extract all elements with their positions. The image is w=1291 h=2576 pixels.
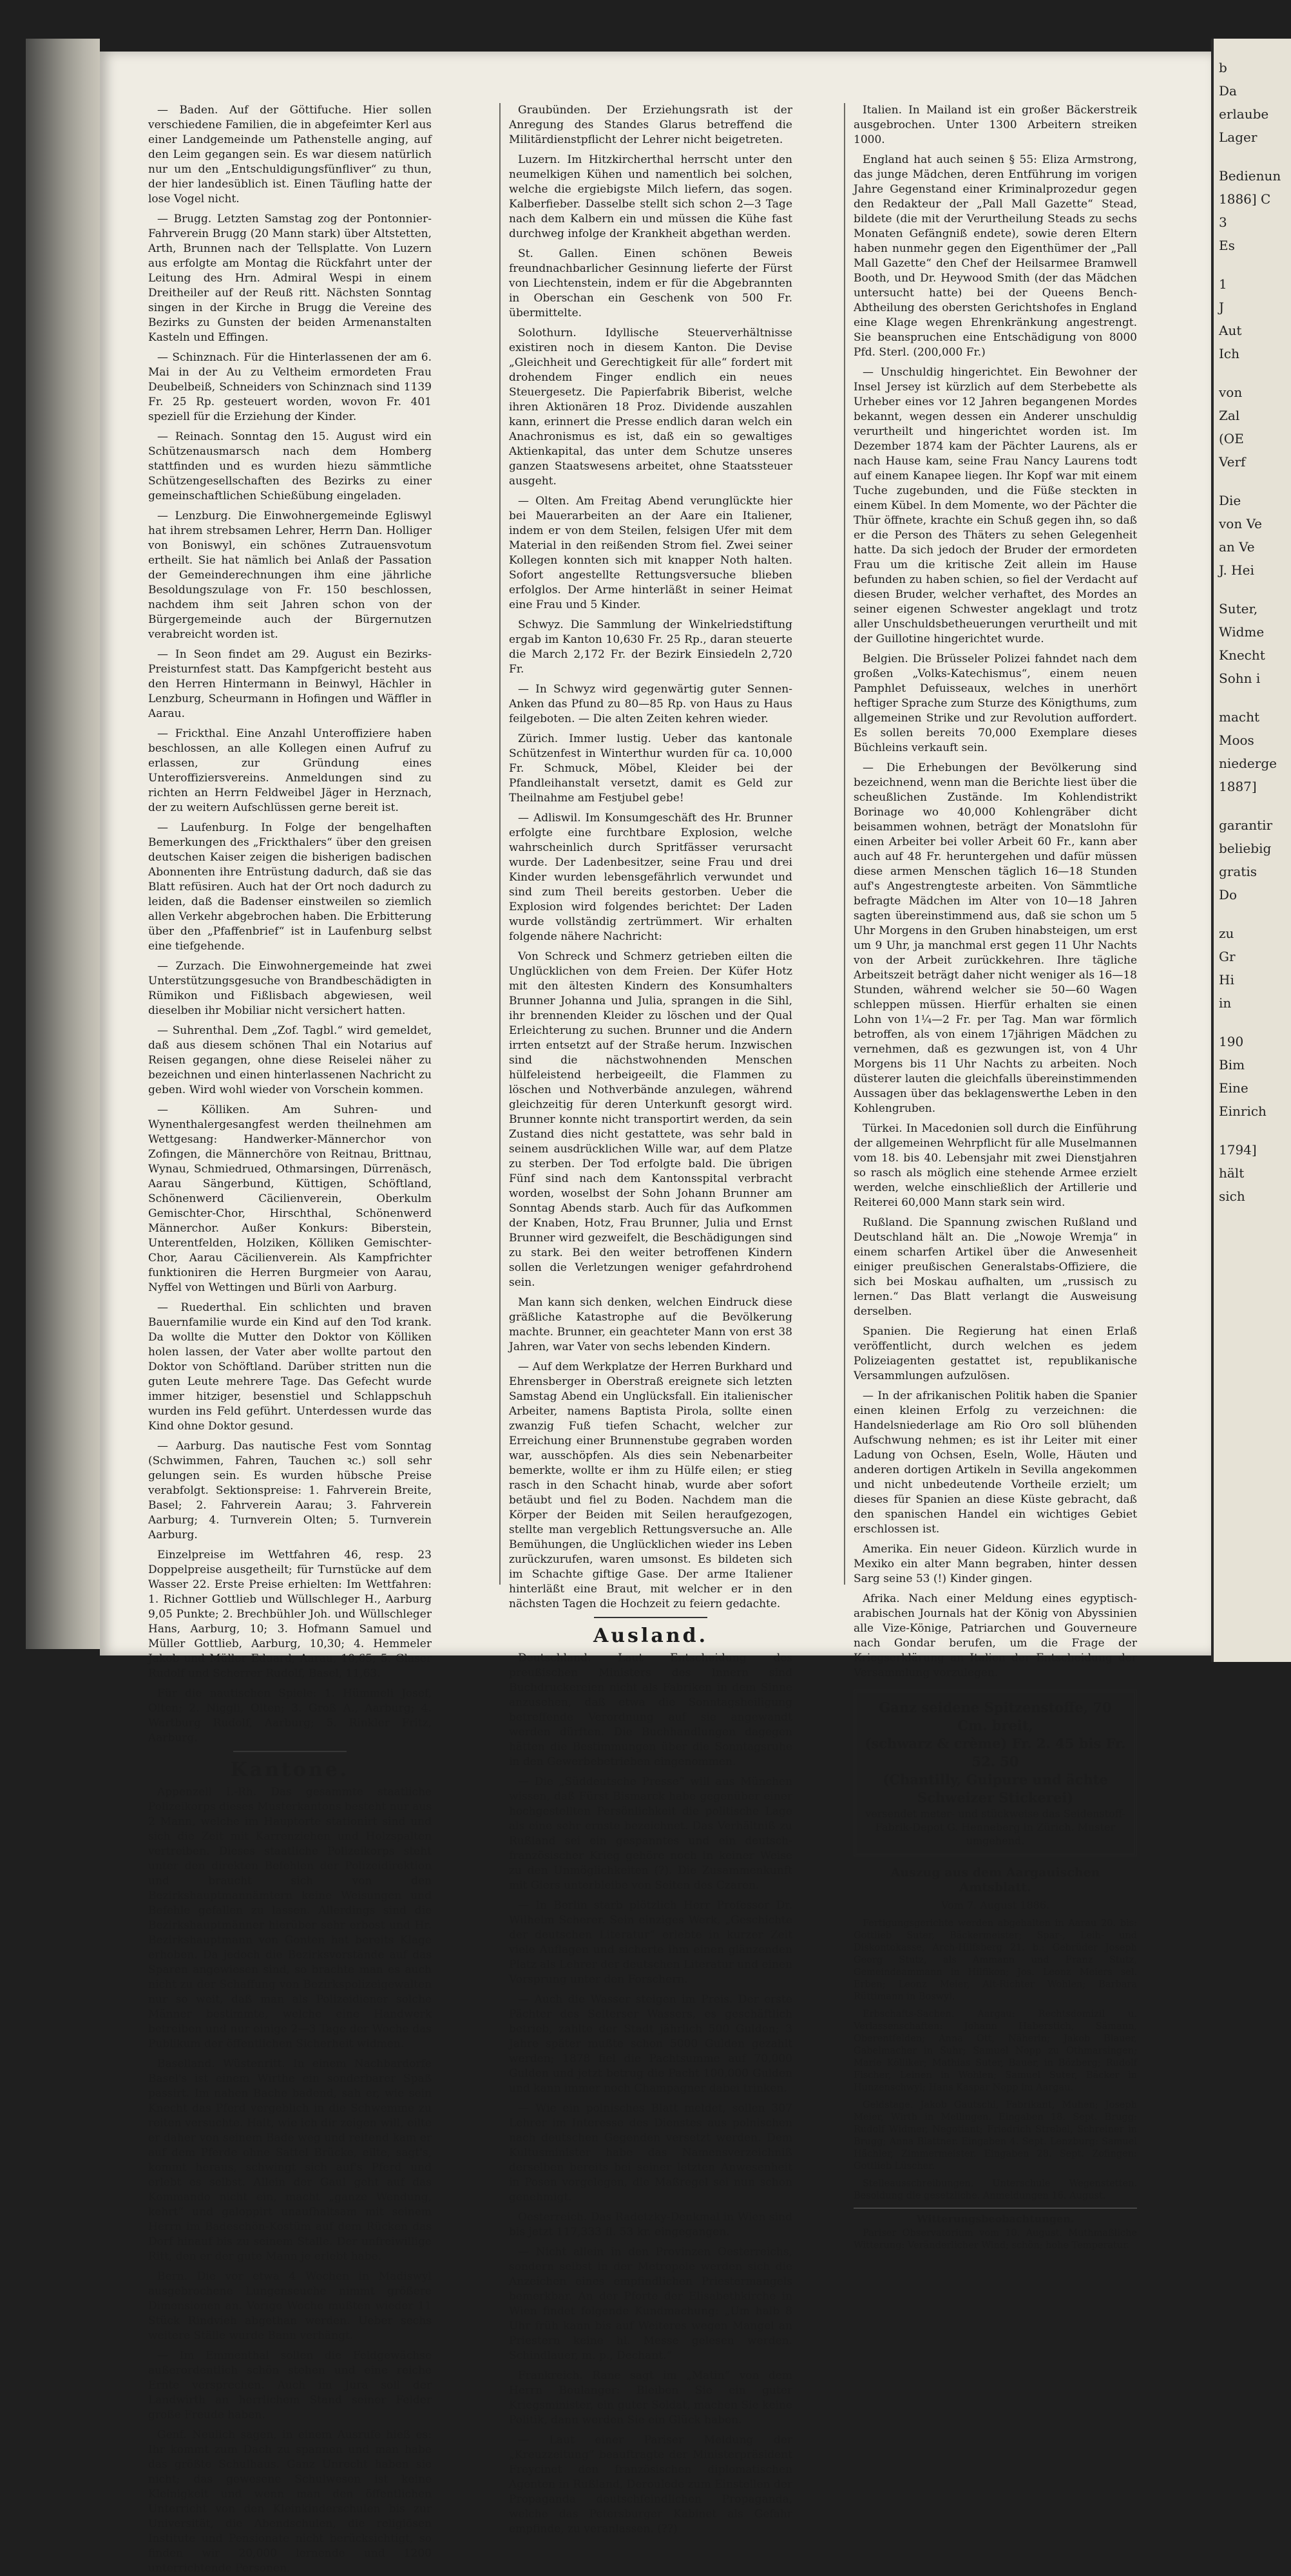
news-item-olten: — Olten. Am Freitag Abend verunglückte hier bei Mauerarbeiten an der Aare ein Italiener, indem er von dem Steilen, felsigen Ufer mit dem Material in den reißenden Strom fiel. Zwei seiner Kollegen konnten sich mit knapper Noth halten. Sofort angestellte Rettungsversuche blieben erfolglos. Der Arme hinterläßt in seiner Heimat eine Frau und 5 Kinder. <box>509 495 792 611</box>
column-2 <box>509 103 792 2535</box>
news-item-schwyz: Schwyz. Die Sammlung der Winkelriedstiftung ergab im Kanton 10,630 Fr. 25 Rp., daran steuerte die March 2,172 Fr. der Bezirk Einsiedeln 2,720 Fr. <box>509 618 792 676</box>
news-item-aarburg: — Aarburg. Das nautische Fest vom Sonntag (Schwimmen, Fahren, Tauchen ꝛc.) soll sehr gelungen sein. Es wurden hübsche Preise verabfolgt. Sektionspreise: 1. Fahrverein Breite, Basel; 2. Fahrverein Aarau; 3. Fahrverein Aarburg; 4. Turnverein Olten; 5. Turnverein Aarburg. <box>148 1440 432 1541</box>
news-item-polnische-lehrer: — Wie ein polnisches Blatt meldet, sollen 307 Lehrer im Interesse des Dienstes aus polnischen nach deutschen Gegenden versetzt werden. Dem Kultusminister habe das Namensverzeichniß derselben bereits bei seiner letzten Anwesenheit in Posen vorgelegen, die Maßregel sei nun schon genehmigt. <box>509 2102 792 2204</box>
news-item-wasser-preis: — Auch die Wasser steigen im Preis. Der erste Pächter des Selterser Wassers, es geschäftlich betrieb, zahlte der Stadt jährlich 500 Gulden; 3 Jahre später mußte schon 5000 Gulden gezahlt werden; 1878 fiel die Pachtsumme auf 70,000 Gulden und jetzt betrug die Pacht 100,000 Gulden und kann immer noch Champagner dabei trinken. <box>509 1993 792 2095</box>
column-rule <box>844 103 845 1585</box>
news-item-appenzell: Appenzell I.-Rh. Das gesammte staatliche Polizeikorps dieses Musterkantons besteht nur aus 2 Mann, welche im Hauptorte stationirt sind und sich die Zeit mit Karrenziehen und Holzspalten vertreiben. Dieses staatliche Polizeikorps steht unter den direkten Befehlen der Polizeidirektion und braucht sich von den Bezirkshauptmannämtern keine Weisungen und Befehle gefallen zu lassen. Allerdings sind die Bezirkshauptmänner hierüber sehr erbost und Hr. Bezirkshauptmann von Gonten hat bereits Klage erhoben. Da jedoch die Bezirksvorstände auf das Sparen angewiesen sind, so brachte man es auch nicht zu der Schaffung von Bezirkspolizeigewalten nur so weit, daß man als Polizeidiener solche Männer bestimmte, welche eine Handwerk betreiben und nur einige 2—3 Tage der Woche das Publikum der öffentlichen Sicherheit widmen. <box>148 1786 432 2050</box>
news-item-afrika: Afrika. Nach einer Meldung eines egyptisch-arabischen Journals hat der König von Abyssinien alle Vize-Könige, Patriarchen und Gouverneure nach Gondar berufen, um die Frage der Kriegserklärung an Italien der Entscheidung der Versammlung vorzulegen. <box>854 1592 1137 1679</box>
weather-heading: Witterungsbeobachtungen. <box>854 2208 1137 2226</box>
adjacent-page-fragment: Do <box>1219 887 1238 902</box>
ad-line-2: (schwarz & crème) Fr. 2. 45 bis Fr. 52. 50 <box>865 1735 1126 1770</box>
news-item-schwyz-anken: — In Schwyz wird gegenwärtig guter Sennen-Anken das Pfund zu 80—85 Rp. von Haus zu Haus feilgeboten. — Die alten Zeiten kehren wieder. <box>509 683 792 725</box>
adjacent-page-fragment: Zal <box>1219 408 1240 423</box>
news-item-berlin: — In Berlin starb plötzlich Herr Professor Dr. Wilhelm Scherer. Sein einziges Werk, „Geschichte der deutschen Literatur“ erlebte in kurzer Zeit viele Auflagen und sicherte ihm einen glänzenden Platz als Lehrer der deutschen Literatur und einen Vorsprung unter den Forschern. <box>509 1899 792 1986</box>
news-item-oberstrass: — Auf dem Werkplatze der Herren Burkhard und Ehrensberger in Oberstraß ereignete sich letzten Samstag Abend ein Unglücksfall. Ein italienischer Arbeiter, namens Baptista Pirola, sollte einen zwanzig Fuß tiefen Schacht, welcher zur Erreichung einer Brunnenstube gegraben worden war, ausschöpfen. Als dies sein Nebenarbeiter bemerkte, wollte er ihm zu Hülfe eilen; er stieg rasch in den Schacht hinab, wurde aber sofort betäubt und fiel zu Boden. Nachdem man die Körper der Beiden mit Seilen heraufgezogen, stellte man vergeblich Rettungsversuche an. Alle Bemühungen, die Unglücklichen wieder ins Leben zurückzurufen, waren umsonst. Es bildeten sich im Schachte giftige Gase. Der arme Italiener hinterläßt eine Braut, mit welcher er in den nächsten Tagen die Hochzeit zu feiern gedachte. <box>509 1360 792 1610</box>
news-item-russland: Rußland. Die Spannung zwischen Rußland und Deutschland hält an. Die „Nowoje Wremja“ in einem scharfen Artikel über die Anwesenheit einiger preußischen Generalstabs-Offiziere, die sich bei Moskau aufhalten, um „russisch zu lernen.“ Das Blatt verlangt die Ausweisung derselben. <box>854 1216 1137 1318</box>
news-item-emmenthal: — Im Emmenthal sollen die Feldgewächse außerordentlich schön stehen und eine reiche Ernte versprechen. Auch im Jura soll der Landwirth an herrlichem Stand seiner Felder große Freude haben. <box>148 2349 432 2421</box>
news-item-lenzburg: — Lenzburg. Die Einwohnergemeinde Egliswyl hat ihrem strebsamen Lehrer, Herrn Dan. Holliger von Boniswyl, ein schönes Zutrauensvotum ertheilt. Sie hat nämlich bei Anlaß der Passation der Gemeinderechnungen ihm eine jährliche Besoldungszulage von Fr. 150 beschlossen, nachdem ihm seit Jahren schon von der Bürgergemeinde auch der Bürgernutzen verabreicht worden ist. <box>148 510 432 641</box>
news-item-schinznach: — Schinznach. Für die Hinterlassenen der am 6. Mai in der Au zu Veltheim ermordeten Frau Deubelbeiß, Schneiders von Schinznach sind 1139 Fr. 25 Rp. gesteuert worden, wovon Fr. 401 speziell für die Erziehung der Kinder. <box>148 351 432 423</box>
amtsblatt-fertigungsgerichte: Fertigungsgerichte werden abgehalten in Aarau 20. bis: Gottlieb Suter, Bäckermeister; Spar-, Leih- und Diskontokasse, Arch-Hilfsberg 21. b.: Gebrüder Joseph Georg Stutz, als Ammann und Franz Stutz, Gemeindeammann in Hilfikon; Jos. Leonz Meiers sel. Erben; Leonz Meier, Alt-Richter Wohlen; Barbara Rüttimann in Boswyl. <box>854 1918 1137 2002</box>
amtsblatt-erbschaft: Erbschafts-Sachen. Aargau: Rechtsdomizil u. Verlassenschaften: Johann Haberstich, Sämann, Oberentfelden; Anna Ott, Näherin; Jakob Blauer, Gabelmacher in Suhr; Samuel Nopp zu Othmarsingen; Marie Kölliker; Mathias Suter, Bauer, in Bözberg; Rudolf Fischer, Leinen in Wohlen; Samuel Suter, Bäcker in Hunzenschwyl; Hans Kaspar Nopp im Aargau. <box>854 2009 1137 2093</box>
news-item-seon: — In Seon findet am 29. August ein Bezirks-Preisturnfest statt. Das Kampfgericht besteht aus den Herren Hintermann in Beinwyl, Hächler in Lenzburg, Scheurmann in Hofingen und Wäffler in Aarau. <box>148 648 432 720</box>
adjacent-page-fragment: macht <box>1219 709 1260 725</box>
adjacent-page-fragment: Einrich <box>1219 1103 1267 1119</box>
adjacent-page-fragment: 3 <box>1219 215 1227 230</box>
adjacent-page-fragment: Knecht <box>1219 647 1265 663</box>
column-1 <box>148 103 432 2575</box>
adjacent-page-fragment: von <box>1219 385 1243 400</box>
adjacent-page-fragment: gratis <box>1219 864 1257 879</box>
news-item-brugg: — Brugg. Letzten Samstag zog der Pontonnier-Fahrverein Brugg (20 Mann stark) über Altstetten, Arth, Brunnen nach der Tellsplatte. Von Luzern aus erfolgte am Montag die Rückfahrt unter der Leitung des Hrn. Admiral Wespi in einem Dreitheiler auf der Reuß ritt. Nächsten Sonntag singen in der Kirche in Brugg die Vereine des Bezirks zu Gunsten der beiden Armenanstalten Kasteln und Effingen. <box>148 213 432 344</box>
news-item-baselland: Baselland. Wüstenritt. In einem Nachbardorfe Basel's ist einem Wirthe ein sonderbarer Spaß passirt. Im nahen Bache badend, sah er, wie sein Knecht das Pferd vergeblich in die Schwemme zu reiten versuchte. Halt, wie ich dir zeigen will, eilte er daher von seinem Bade weg und reitend kam er auf dem Pferde ohne Sattel Brücke, eilte, sagt's, kommt heraus, schwingt sich auf's Pferd und erlebt es selbst. Allein der Gaul geht auf das Kommando nicht ein, macht „ganze Wendung, kehrt“ und galoppirt unaufhaltsam mit seinem Herrn im Badeschön-Kostüm auf dem Rücken das Dorf hinauf bis zu seinem Stalle. Der unfreiwillige Ritt, den er der gute Mann je erlebt habe. <box>148 2057 432 2263</box>
news-item-graubuenden: Graubünden. Der Erziehungsrath ist der Anregung des Standes Glarus betreffend die Militärdienstpflicht der Lehrer nicht beigetreten. <box>509 104 792 146</box>
section-heading-kantone: Kantone. <box>230 1759 350 1781</box>
news-item-st-gallen: St. Gallen. Einen schönen Beweis freundnachbarlicher Gesinnung lieferte der Fürst von Liechtenstein, indem er für die Abgebrannten in Oberschan ein Geschenk von 500 Fr. übermittelte. <box>509 247 792 320</box>
adjacent-page-edge <box>1211 39 1291 1662</box>
adjacent-page-fragment: Verf <box>1219 454 1246 470</box>
weather-report: Pariser Observatorium vom 10. August. Muthmaßliche Witterung: Veränderlicher Wind; schön; hohe Temperatur. <box>854 2228 1137 2251</box>
adjacent-page-fragment: Bim <box>1219 1057 1245 1073</box>
adjacent-page-fragment: an Ve <box>1219 539 1255 555</box>
news-item-suhrenthal: — Suhrenthal. Dem „Zof. Tagbl.“ wird gemeldet, daß aus diesem schönen Thal ein Notarius auf Reisen gegangen, ohne diese Reiselei näher zu bezeichnen und einen hinterlassenen Nachricht zu geben. Wird wohl wieder von Vorschein kommen. <box>148 1024 432 1096</box>
adjacent-page-fragment: Sohn i <box>1219 671 1261 686</box>
adjacent-page-fragment: Gr <box>1219 949 1236 964</box>
news-item-koelliken: — Kölliken. Am Suhren- und Wynenthalergesangfest werden theilnehmen am Wettgesang: Handwerker-Männerchor von Zofingen, die Männerchöre von Reitnau, Brittnau, Wynau, Schmiedrued, Othmarsingen, Dürrenäsch, Aarau Sängerbund, Küttigen, Schöftland, Schönenwerd Cäcilienverein, Oberkulm Gemischter-Chor, Hirschthal, Schönenwerd Männerchor. Außer Konkurs: Biberstein, Unterentfelden, Holziken, Kölliken Gemischter-Chor, Aarau Cäcilienverein. Als Kampfrichter funktioniren die Herren Burgmeier von Aarau, Nyffel von Wettingen und Bürli von Aarburg. <box>148 1103 432 1294</box>
news-item-jersey: — Unschuldig hingerichtet. Ein Bewohner der Insel Jersey ist kürzlich auf dem Sterbebette als Urheber eines vor 12 Jahren begangenen Mordes bekannt, wegen dessen ein Anderer unschuldig verurtheilt und hingerichtet worden ist. Im Dezember 1874 kam der Pächter Laurens, als er nach Hause kam, seine Frau Nancy Laurens todt auf einem Kanapee liegen. Ihr Kopf war mit einem Tuche zugebunden, und die Füße steckten in einem Kübel. In dem Momente, wo der Pächter die Thür öffnete, krachte ein Schuß gegen ihn, so daß er die Person des Thäters zu sehen Gelegenheit hatte. Da sich jedoch der Bruder der ermordeten Frau um die kritische Zeit allein im Hause befunden zu haben schien, so fiel der Verdacht auf diesen Bruder, welcher verhaftet, des Mordes an seiner eigenen Schwester angeklagt und trotz aller Unschuldsbetheuerungen verurtheilt und mit der Guillotine hingerichtet wurde. <box>854 366 1137 645</box>
news-item-bismarck: — Die „Süddeutsche Presse“ will aus München wissen, daß Fürst Bismarck habe gegenüber einer hochgestellten Persönlichkeit die politische Lage als eine sehr ernste bezeichnet. Das Verhältniß zu Rußland sei ein gespanntes und ein deutsch-französischer Krieg gehöre noch in keiner Weise zu den Unmöglichkeiten (?). Die Zusammenkunft mit Giers unterbleibe von Seiten des Czaren. <box>509 1775 792 1892</box>
ad-line-1: Ganz seidene Spitzenstoffe, 70 Cm. breit, <box>879 1699 1112 1733</box>
news-item-solothurn: Solothurn. Idyllische Steuerverhältnisse existiren noch in diesem Kanton. Die Devise „Gleichheit und Gerechtigkeit für alle“ fordert mit drohendem Finger endlich ein neues Steuergesetz. Die Papierfabrik Biberist, welche ihren Aktionären 18 Proz. Dividende auszahlen kann, erinnert die Presse endlich daran welch ein Anachronismus es ist, daß ein so gewaltiges Aktienkapital, das unter dem Schutze unseres ganzen Staatswesens arbeitet, ohne Staatssteuer ausgeht. <box>509 327 792 488</box>
news-item-zuerich: Zürich. Immer lustig. Ueber das kantonale Schützenfest in Winterthur wurden für ca. 10,000 Fr. Schmuck, Möbel, Kleider bei der Pfandleihanstalt versetzt, damit es Geld zur Theilnahme am Festjubel gebe! <box>509 732 792 805</box>
news-item-amerika: Amerika. Ein neuer Gideon. Kürzlich wurde in Mexiko ein alter Mann begraben, hinter dessen Sarg seine 53 (!) Kinder gingen. <box>854 1543 1137 1585</box>
adjacent-page-fragment: J. Hei <box>1219 562 1254 578</box>
news-item-reinach: — Reinach. Sonntag den 15. August wird ein Schützenausmarsch nach dem Homberg stattfinden und es wurden hiezu sämmtliche Schützengesellschaften des Bezirks zu einer gemeinschaftlichen Schießübung eingeladen. <box>148 430 432 502</box>
section-divider <box>594 1617 707 1618</box>
amtsblatt-stellen: Stelleausschreibungen. Unterschule Wegenstetten. Besoldung die gesetzliche. Anmeldungen 16. August. <box>854 2179 1137 2201</box>
adjacent-page-fragment: Bedienun <box>1219 168 1281 184</box>
adjacent-page-fragment: niederge <box>1219 756 1277 771</box>
advertisement-henneberg <box>854 1690 1137 1856</box>
section-heading-ausland: Ausland. <box>593 1625 709 1647</box>
adjacent-page-fragment: Ich <box>1219 346 1239 361</box>
news-item-priestermangel: — Nicht allein in den Provinzen Oesterreichs, sondern selbst in der Metropole werden sich die Anzeichen eines empfindlichen Priestermangels bemerkbar. An der Pforte der Elisabethkirche in Wien findet folgende Kundmachung: „Um halb 8 Uhr früh kann bis auf Weiteres wegen Mangel an Priestern keine hl. Messe gelesen werden. Schindlauer, m. p., Dechant.“ <box>509 2246 792 2362</box>
news-item-baden: — Baden. Auf der Göttifuche. Hier sollen verschiedene Familien, die in abgefeimter Kerl aus einer Landgemeinde um Pathenstelle anging, auf den Leim gegangen sein. Es war diesem natürlich nur um den „Entschuldigungsfünfliver“ zu thun, der hier landesüblich ist. Einen Täufling hatte der lose Vogel nicht. <box>148 104 432 205</box>
adjacent-page-fragment: hält <box>1219 1165 1245 1181</box>
news-item-freycinet: — Laut einer Pariser Meldung der „Kreuzzeitung“ beauftragte der Ministerpräsident Freycinet den französischen diplomatischen Agenten in Rußland, Deroulede zum Einstellen der Propaganda deutschfeindlichen Propaganda, welche das Petersburger Kabinet als Gefahr empfinde, zu veranlassen. (??) <box>509 2434 792 2535</box>
book-edge <box>26 39 100 1649</box>
adjacent-page-fragment: Eine <box>1219 1080 1248 1096</box>
news-item-aarburg-games: Für die nautischen Spiele: 1. Hümmeli Josef, Olten; 2. Niggli, Olten; 3. Groß A., Aarburg; 4. Wartburg Rudolf, Aarburg; 5. Rinkler Fritz, Aarburg. <box>148 1687 432 1744</box>
news-item-adliswil-impact: Man kann sich denken, welchen Eindruck diese gräßliche Katastrophe auf die Bevölkerung machte. Brunner, ein geachteter Mann von erst 38 Jahren, war Vater von sechs lebenden Kindern. <box>509 1296 792 1353</box>
news-item-bern: Bern. Die vor etwa 4 Wochen in Madiswyl ausgebrochene Lungenseuche nimmt größere Dimensionen an. Vorige Woche mußten wieder 11 Stück Rindvieh abgethan werden. Ueber sechs weitere Ställe wurde Bann verhängt. <box>148 2270 432 2342</box>
column-rule <box>499 103 501 1585</box>
news-item-ruederthal: — Ruederthal. Ein schlichten und braven Bauernfamilie wurde ein Kind auf den Tod krank. Da wollte die Mutter den Doktor von Kölliken holen lassen, der Vater aber wollte partout den Doktor von Schöftland. Darüber stritten nun die guten Leute mehrere Tage. Das Gefecht wurde immer hitziger, besenstiel und Schlappschuh wurden ins Feld geführt. Unterdessen wurde das Kind ohne Doktor gesund. <box>148 1301 432 1433</box>
adjacent-page-fragment: Da <box>1219 83 1237 99</box>
column-3 <box>854 103 1137 2251</box>
adjacent-page-fragment: sich <box>1219 1188 1245 1204</box>
adjacent-page-fragment: erlaube <box>1219 106 1269 122</box>
adjacent-page-fragment: in <box>1219 995 1232 1011</box>
news-item-luzern: Luzern. Im Hitzkircherthal herrscht unter den neumelkigen Kühen und namentlich bei solchen, welche die ergiebigste Milch liefern, das sogen. Kalberfieber. Dasselbe stellt sich schon 2—3 Tage nach dem Kalbern ein und müssen die Kühe fast durchweg infolge der Krankheit abgethan werden. <box>509 153 792 240</box>
news-item-aarburg-prizes: Einzelpreise im Wettfahren 46, resp. 23 Doppelpreise ausgetheilt; für Turnstücke auf dem Wasser 22. Erste Preise erhielten: Im Wettfahren: 1. Richner Gottlieb und Wüllschleger H., Aarburg 9,05 Punkte; 2. Brechbühler Joh. und Wüllschleger Hans, Aarburg, 10; 3. Hofmann Samuel und Müller Gottlieb, Aarburg, 10,30; 4. Hemmeler Jakob und Müller Eduard, Aarau, 10,65; 5. Glaser Rudolf und Scherrer Rudolf, Basel, 11,63. <box>148 1549 432 1680</box>
adjacent-page-fragment: Hi <box>1219 972 1234 987</box>
adjacent-page-fragment: 190 <box>1219 1034 1244 1049</box>
news-item-deutschland: Deutschland. Laut Entscheidung des preußischen Ministers des Innern sind Buchdruckereien nicht als Fabriken in dem Sinne anzusehen, daß etwa die Sonntagsheiligung betreffende Verordnung auf sie angewandt werden dürften. Die Buchhandlungen dagegen hätten die Bestimmungen über die Sonntagsruhe in den Gewerbebetrieben eingenommen. <box>509 1652 792 1768</box>
news-item-oesterreich: Oesterreich. Das Radetzky-Denkmal in Wien sind bis jetzt 117,333 fl. 53 kr. eingegangen. <box>509 2211 792 2238</box>
news-item-borinage: — Die Erhebungen der Bevölkerung sind bezeichnend, wenn man die Berichte liest über die scheußlichen Zustände. Im Kohlendistrikt Borinage wo 40,000 Kohlengräber dicht beisammen wohnen, beträgt der Monatslohn für einen Arbeiter bei voller Arbeit 60 Fr., kann aber auch auf 48 Fr. heruntergehen und dafür müssen diese armen Menschen täglich 16—18 Stunden auf's Angestrengteste arbeiten. Von Sämmtliche befragte Mädchen im Alter von 10—18 Jahren sagten übereinstimmend aus, daß sie schon um 5 Uhr Morgens in den Gruben hinabsteigen, um erst um 9 Uhr, ja manchmal erst gegen 11 Uhr Nachts von der Arbeit zurückkehren. Ihre tägliche Arbeitszeit beträgt daher nicht weniger als 16—18 Stunden, während welcher sie 50—60 Wagen schleppen müssen. Hierfür erhalten sie einen Lohn von 1¼—2 Fr. per Tag. Man war förmlich betroffen, als von einem 17jährigen Mädchen zu vernehmen, daß es gezwungen ist, von 4 Uhr Morgens bis 11 Uhr Nachts zu arbeiten. Noch düsterer lauten die gleichfalls übereinstimmenden Aussagen über das beklagenswerthe Leben in den Kohlengruben. <box>854 761 1137 1115</box>
news-item-genf: Genf. Neulich sagen, in einem Ausrufe hieß es: Ihr kommt zum Dach zu spannen und man habe das größte Schulhaus. Ganz Unrecht haben sie nicht; das gewesene Schulwesen ist keine Kleinigkeit und wenn man den öffentlichen Unterricht von den Kleinkinderschulen bis zur Universität, die Abendschulen, die religiösen Institute und Pensionate nicht berücksichtigt, so finden wir 20,000 lernende und 1200 unterrichtende Personen. <box>148 2428 432 2575</box>
adjacent-page-fragment: Moos <box>1219 732 1254 748</box>
news-item-england: England hat auch seinen § 55: Eliza Armstrong, das junge Mädchen, deren Entführung im vorigen Jahre Gegenstand einer Kriminalprozedur gegen den Redakteur der „Pall Mall Gazette“ Stead, bildete (die mit der Verurtheilung Steads zu sechs Monaten Gefängniß endete), sowie deren Eltern haben nunmehr gegen den Eigenthümer der „Pall Mall Gazette“ den Chef der Heilsarmee Bramwell Booth, und Dr. Heywood Smith (der das Mädchen untersucht hatte) bei der Queens Bench-Abtheilung des obersten Gerichtshofes in England eine Klage wegen Ehrenkränkung angestrengt. Sie beanspruchen eine Entschädigung von 8000 Pfd. Sterl. (200,000 Fr.) <box>854 153 1137 359</box>
news-item-spanien: Spanien. Die Regierung hat einen Erlaß veröffentlicht, durch welchen es jedem Polizeiagenten gestattet ist, republikanische Versammlungen aufzulösen. <box>854 1325 1137 1382</box>
amtsblatt-geldstage: Geldstage. Jakob Gautschi, Fabrikant, Muhen; Joseph Meier, Wirth in Mellingen. Eingaben 18. Sept. Brugg: Rudolf Widmer, Negotiant; Friedrich Strebel, Schreiner in Brugg; Anna Blattner. Eingaben 4. Sept. Lenzburg: Samuel Hächler, Zimmermeister. Eingaben 28. Sept. Zofingen: Gottlieb Lüscher. <box>854 2100 1137 2171</box>
adjacent-page-fragment: 1794] <box>1219 1142 1257 1158</box>
news-item-frickthal: — Frickthal. Eine Anzahl Unteroffiziere haben beschlossen, an alle Kollegen einen Aufruf zu erlassen, zur Gründung eines Unteroffiziersvereins. Anmeldungen sind zu richten an Herrn Feldweibel Jäger in Herznach, der zu weitern Aufschlüssen gerne bereit ist. <box>148 727 432 814</box>
section-divider <box>233 1751 347 1752</box>
adjacent-page-fragment: beliebig <box>1219 841 1272 856</box>
adjacent-page-fragment: 1887] <box>1219 779 1257 794</box>
adjacent-page-fragment: Suter, <box>1219 601 1258 616</box>
adjacent-page-fragment: Widme <box>1219 624 1265 640</box>
adjacent-page-fragment: J <box>1219 300 1225 315</box>
news-item-belgien: Belgien. Die Brüsseler Polizei fahndet nach dem großen „Volks-Katechismus“, einem neuen Pamphlet Defuisseaux, welches in unerhört heftiger Sprache zum Sturze des Königthums, zum allgemeinen Strike und zur Revolution auffordert. Es sollen bereits 70,000 Exemplare dieses Büchleins verkauft sein. <box>854 653 1137 754</box>
adjacent-page-fragment: Die <box>1219 493 1241 508</box>
adjacent-page-fragment: Lager <box>1219 129 1258 145</box>
adjacent-page-fragment: (OE <box>1219 431 1244 446</box>
adjacent-page-fragment: 1 <box>1219 276 1227 292</box>
news-item-italien: Italien. In Mailand ist ein großer Bäckerstreik ausgebrochen. Unter 1300 Arbeitern streiken 1000. <box>854 104 1137 146</box>
news-item-tuerkei: Türkei. In Macedonien soll durch die Einführung der allgemeinen Wehrpflicht für alle Muselmannen vom 18. bis 40. Lebensjahr mit zwei Dienstjahren so rasch als möglich eine stehende Armee erzielt werden, welche einschließlich der Artillerie und Reiterei 60,000 Mann stark sein wird. <box>854 1122 1137 1209</box>
news-item-adliswil-report: Von Schreck und Schmerz getrieben eilten die Unglücklichen von dem Freien. Der Küfer Hotz mit den ältesten Kindern des Konsumhalters Brunner Johanna und Julia, sprangen in die Sihl, ihr brennenden Kleider zu löschen und der Qual Erleichterung zu suchen. Brunner und die Andern irrten entsetzt auf der Straße herum. Inzwischen sind die nächstwohnenden Menschen hülfeleistend herbeigeeilt, die Flammen zu löschen und Nothverbände anzulegen, während gleichzeitig für deren Unterkunft gesorgt wird. Brunner konnte nicht transportirt werden, da sein Zustand dies nicht gestattete, was sehr bald in seinem ausdrücklichen Wille war, auf dem Platze zu sterben. Der Tod erfolgte bald. Die übrigen Fünf sind nach dem Kantonsspital verbracht worden, woselbst der Sohn Johann Brunner am Sonntag Abends starb. Auch für das Aufkommen der Knaben, Hotz, Frau Brunner, Julia und Ernst Brunner wird gezweifelt, die Beschädigungen sind zu stark. Bei den weiter betroffenen Kindern sollen die Verletzungen weniger gefahrdrohend sein. <box>509 950 792 1289</box>
ad-line-4: versendet meter- und stückweise das Seidenstoff-Fabrik-Depot G. Henneberg in Zürich. Muster umgehend. <box>865 1808 1125 1847</box>
news-item-spanien-afrika: — In der afrikanischen Politik haben die Spanier einen kleinen Erfolg zu verzeichnen: die Handelsniederlage am Rio Oro soll blühenden Aufschwung nehmen; es ist ihr Leiter mit einer Ladung von Ochsen, Eseln, Wolle, Häuten und anderen dortigen Artikeln in Sevilla angekommen und nicht unbedeutende Vortheile erzielt; um dieses für Spanien an diese Küste gebracht, daß den spanischen Handel ein wichtiges Gebiet erschlossen ist. <box>854 1389 1137 1536</box>
news-item-frankreich: Frankreich. Rane sagt im „Matin“ von dem Herrn Boulanger: Bleiben Sie ein guter Kriegsminister, ein guter Soldat, machen Sie keine Politik, dann werden Sie ein Glück haben. <box>509 2369 792 2427</box>
amtsblatt-title: Auszug aus dem Aargauischen Amtsblatt. <box>890 1865 1100 1894</box>
news-item-laufenburg: — Laufenburg. In Folge der bengelhaften Bemerkungen des „Frickthalers“ über den greisen deutschen Kaiser zeigen die bisherigen badischen Abonnenten ihre Entrüstung dadurch, daß sie das Blatt refüsiren. Auch hat der Ort noch dadurch zu leiden, daß die Badenser einstweilen so ziemlich allen Verkehr abgebrochen haben. Die Erbitterung über den „Pfaffenbrief“ ist in Laufenburg selbst eine tiefgehende. <box>148 821 432 953</box>
adjacent-page-fragment: von Ve <box>1219 516 1263 531</box>
adjacent-page-fragment: Aut <box>1219 323 1242 338</box>
ad-line-3: (Chantilly, Guipure und ächte Schweizer Stickerei) <box>883 1771 1108 1806</box>
adjacent-page-fragment: b <box>1219 60 1227 75</box>
news-item-adliswil: — Adliswil. Im Konsumgeschäft des Hr. Brunner erfolgte eine furchtbare Explosion, welche wahrscheinlich durch Spritfässer verursacht wurde. Der Ladenbesitzer, seine Frau und drei Kinder wurden lebensgefährlich verwundet und sind zum Theil bereits gestorben. Ueber die Explosion wird folgendes berichtet: Der Laden wurde vollständig zertrümmert. Wir erhalten folgende nähere Nachricht: <box>509 812 792 943</box>
news-item-zurzach: — Zurzach. Die Einwohnergemeinde hat zwei Unterstützungsgesuche von Brandbeschädigten in Rümikon und Fißlisbach abgewiesen, weil dieselben ihr Mobiliar nicht versichert hatten. <box>148 960 432 1017</box>
adjacent-page-fragment: Es <box>1219 238 1235 253</box>
adjacent-page-fragment: 1886] C <box>1219 191 1271 207</box>
adjacent-page-text <box>1214 58 1291 1206</box>
adjacent-page-fragment: zu <box>1219 926 1234 941</box>
amtsblatt-date: Vom 7. August 1886. <box>941 1899 1050 1911</box>
adjacent-page-fragment: garantir <box>1219 817 1273 833</box>
